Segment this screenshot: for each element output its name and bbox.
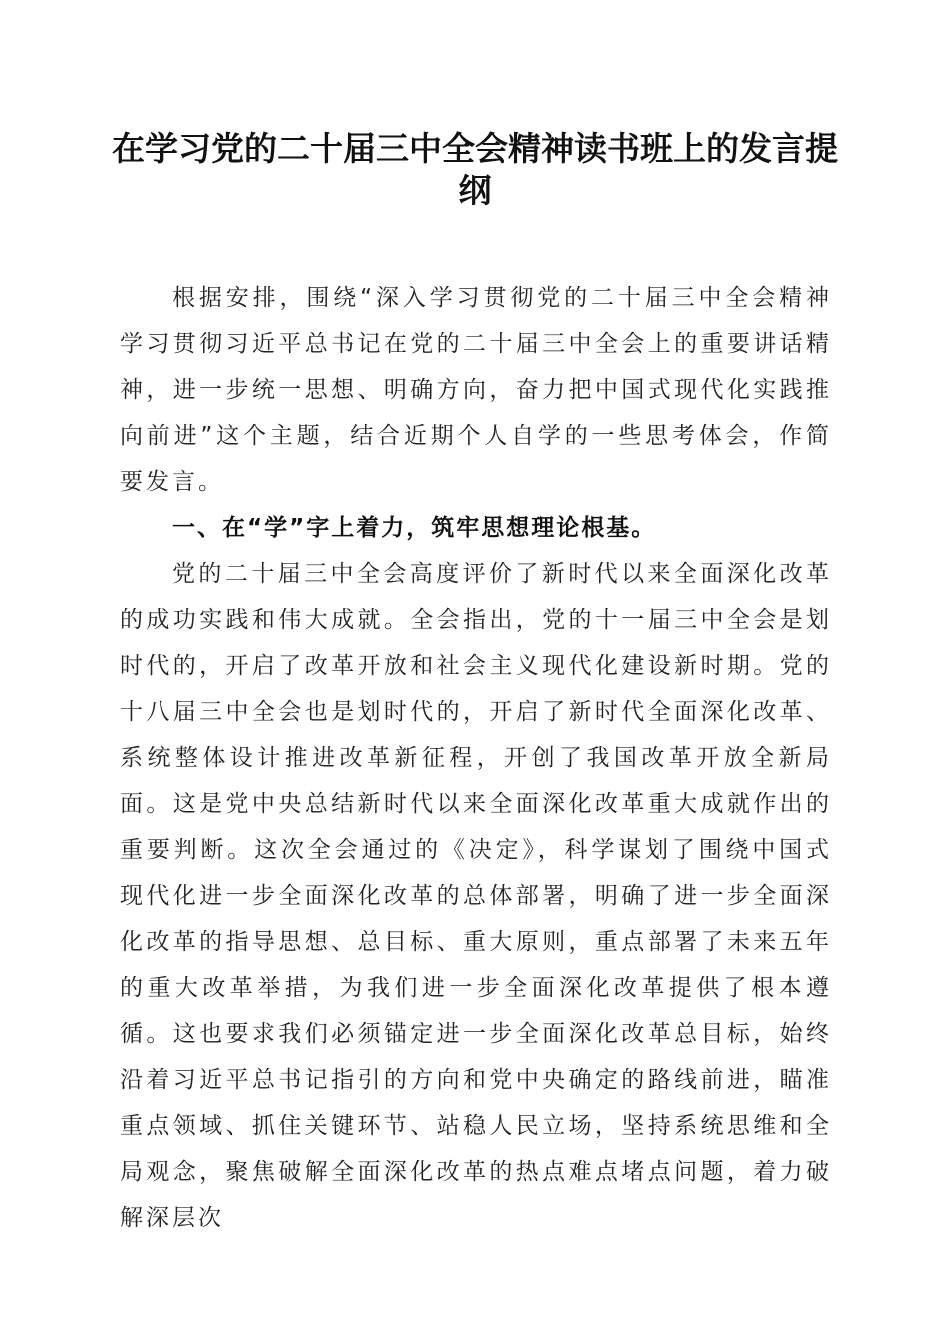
section-1-paragraph: 党的二十届三中全会高度评价了新时代以来全面深化改革的成功实践和伟大成就。全会指出，党的十一届三中全会是划时代的，开启了改革开放和社会主义现代化建设新时期。党的十八届三中全会也是划时代的，开启了新时代全面深化改革、系统整体设计推进改革新征程，开创了我国改革开放全新局面。这是党中央总结新时代以来全面深化改革重大成就作出的重要判断。这次全会通过的《决定》，科学谋划了围绕中国式现代化进一步全面深化改革的总体部署，明确了进一步全面深化改革的指导思想、总目标、重大原则，重点部署了未来五年的重大改革举措，为我们进一步全面深化改革提供了根本遵循。这也要求我们必须锚定进一步全面深化改革总目标，始终沿着习近平总书记指引的方向和党中央确定的路线前进，瞄准重点领域、抓住关键环节、站稳人民立场，坚持系统思维和全局观念，聚焦破解全面深化改革的热点难点堵点问题，着力破解深层次 [120,561,832,1231]
document-body [120,275,832,1241]
document-title: 在学习党的二十届三中全会精神读书班上的发言提纲 [112,129,838,210]
section-heading-1: 一、在“学”字上着力，筑牢思想理论根基。 [172,515,657,541]
intro-paragraph: 根据安排，围绕“深入学习贯彻党的二十届三中全会精神学习贯彻习近平总书记在党的二十届三中全会上的重要讲话精神，进一步统一思想、明确方向，奋力把中国式现代化实践推向前进”这个主题，结合近期个人自学的一些思考体会，作简要发言。 [120,285,832,495]
